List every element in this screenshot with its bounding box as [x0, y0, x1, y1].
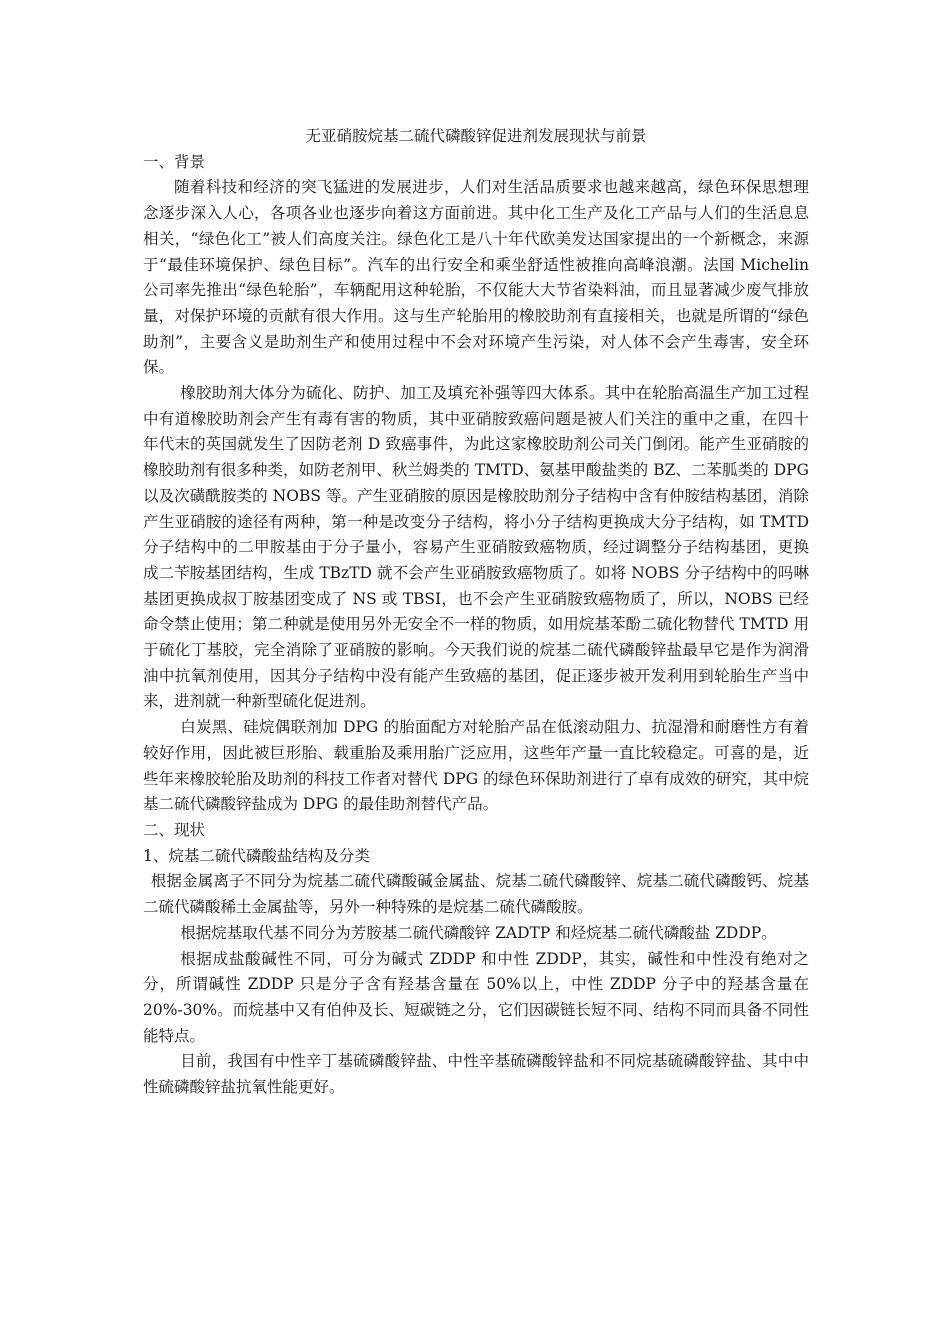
paragraph-status-1: 根据金属离子不同分为烷基二硫代磷酸碱金属盐、烷基二硫代磷酸锌、烷基二硫代磷酸钙、烷基二硫代磷酸稀土金属盐等，另外一种特殊的是烷基二硫代磷酸胺。: [143, 872, 809, 917]
document-page: [143, 124, 809, 1101]
subsection-heading-structure: 1、烷基二硫代磷酸盐结构及分类: [143, 846, 370, 865]
paragraph-background-2: 橡胶助剂大体分为硫化、防护、加工及填充补强等四大体系。其中在轮胎高温生产加工过程中有道橡胶助剂会产生有毒有害的物质，其中亚硝胺致癌问题是被人们关注的重中之重，在四十年代末的英国就发生了因防老剂 D 致癌事件，为此这家橡胶助剂公司关门倒闭。能产生亚硝胺的橡胶助剂有很多种类，如防老剂甲、秋兰姆类的 TMTD、氨基甲酸盐类的 BZ、二苯胍类的 DPG 以及次磺酰胺类的 NOBS 等。产生亚硝胺的原因是橡胶助剂分子结构中含有仲胺结构基团，消除产生亚硝胺的途径有两种，第一种是改变分子结构，将小分子结构更换成大分子结构，如 TMTD 分子结构中的二甲胺基由于分子量小，容易产生亚硝胺致癌物质，经过调整分子结构基团，更换成二苄胺基团结构，生成 TBzTD 就不会产生亚硝胺致癌物质了。如将 NOBS 分子结构中的吗啉基团更换成叔丁胺基团变成了 NS 或 TBSI，也不会产生亚硝胺致癌物质了，所以，NOBS 已经命令禁止使用；第二种就是使用另外无安全不一样的物质，如用烷基苯酚二硫化物替代 TMTD 用于硫化丁基胶，完全消除了亚硝胺的影响。今天我们说的烷基二硫代磷酸锌盐最早它是作为润滑油中抗氧剂使用，因其分子结构中没有能产生致癌的基团，促正逐步被开发利用到轮胎生产当中来，进剂就一种新型硫化促进剂。: [143, 384, 809, 711]
paragraph-status-2: 根据烷基取代基不同分为芳胺基二硫代磷酸锌 ZADTP 和烃烷基二硫代磷酸盐 ZDDP。: [180, 923, 777, 942]
paragraph-status-4: 目前，我国有中性辛丁基硫磷酸锌盐、中性辛基硫磷酸锌盐和不同烷基硫磷酸锌盐、其中中性硫磷酸锌盐抗氧性能更好。: [143, 1052, 809, 1097]
document-title: 无亚硝胺烷基二硫代磷酸锌促进剂发展现状与前景: [305, 127, 647, 145]
paragraph-status-3: 根据成盐酸碱性不同，可分为碱式 ZDDP 和中性 ZDDP，其实，碱性和中性没有绝对之分，所谓碱性 ZDDP 只是分子含有羟基含量在 50%以上，中性 ZDDP 分子中的羟基含量在 20%-30%。而烷基中又有伯仲及长、短碳链之分，它们因碳链长短不同、结构不同而具备不同性能特点。: [143, 949, 809, 1045]
paragraph-background-3: 白炭黑、硅烷偶联剂加 DPG 的胎面配方对轮胎产品在低滚动阻力、抗湿滑和耐磨性方有着较好作用，因此被巨形胎、载重胎及乘用胎广泛应用，这些年产量一直比较稳定。可喜的是，近些年来橡胶轮胎及助剂的科技工作者对替代 DPG 的绿色环保助剂进行了卓有成效的研究，其中烷基二硫代磷酸锌盐成为 DPG 的最佳助剂替代产品。: [143, 718, 809, 814]
paragraph-background-1: 随着科技和经济的突飞猛进的发展进步，人们对生活品质要求也越来越高，绿色环保思想理念逐步深入人心，各项各业也逐步向着这方面前进。其中化工生产及化工产品与人们的生活息息相关，“绿色化工”被人们高度关注。绿色化工是八十年代欧美发达国家提出的一个新概念，来源于“最佳环境保护、绿色目标”。汽车的出行安全和乘坐舒适性被推向高峰浪潮。法国 Michelin 公司率先推出“绿色轮胎”，车辆配用这种轮胎，不仅能大大节省染料油，而且显著减少废气排放量，对保护环境的贡献有很大作用。这与生产轮胎用的橡胶助剂有直接相关，也就是所谓的“绿色助剂”，主要含义是助剂生产和使用过程中不会对环境产生污染，对人体不会产生毒害，安全环保。: [143, 178, 809, 377]
section-heading-status: 二、现状: [143, 820, 206, 839]
section-heading-background: 一、背景: [143, 152, 206, 171]
